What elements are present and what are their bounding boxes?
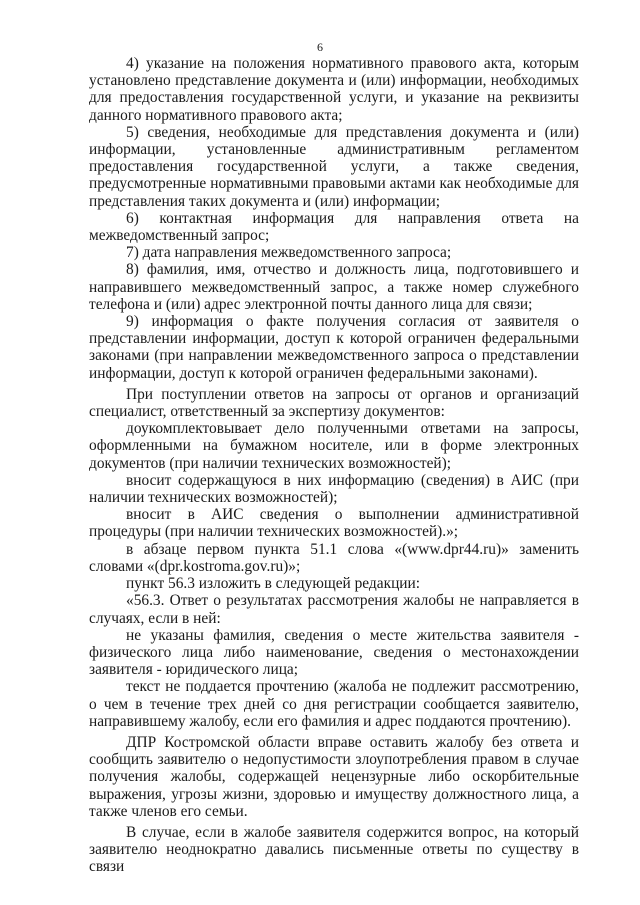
paragraph-item-6: 6) контактная информация для направления ответа на межведомственный запрос;	[89, 209, 579, 245]
paragraph-abusive: ДПР Костромской области вправе оставить жалобу без ответа и сообщить заявителю о недопустимости злоупотребления правом в случае получения жалобы, содержащей нецензурные либо оскорбительные выражения, угрозы жизни, здоровью и имуществу должностного лица, а также членов его семьи.	[89, 733, 579, 820]
paragraph-enter-info: вносит содержащуюся в них информацию (сведения) в АИС (при наличии технических возможностей);	[89, 471, 579, 507]
paragraph-56-3: «56.3. Ответ о результатах рассмотрения жалобы не направляется в случаях, если в ней:	[89, 592, 579, 627]
paragraph-no-name: не указаны фамилия, сведения о месте жительства заявителя - физического лица либо наименование, сведения о местонахождении заявителя - юридического лица;	[89, 626, 579, 679]
paragraph-repeated-question: В случае, если в жалобе заявителя содержится вопрос, на который заявителю неоднократно давались письменные ответы по существу в связи	[89, 823, 579, 876]
paragraph-item-8: 8) фамилия, имя, отчество и должность лица, подготовившего и направившего межведомственный запрос, а также номер служебного телефона и (или) адрес электронной почты данного лица для связи;	[89, 261, 579, 313]
paragraph-item-9: 9) информация о факте получения согласия от заявителя о представлении информации, доступ к которой ограничен федеральными законами (при направлении межведомственного запроса о представлении информации, доступ к которой ограничен федеральными законами).	[89, 313, 579, 382]
document-body	[89, 55, 579, 876]
paragraph-item-4: 4) указание на положения нормативного правового акта, которым установлено представление документа и (или) информации, необходимых для предоставления государственной услуги, и указание на реквизиты данного нормативного правового акта;	[89, 55, 579, 124]
paragraph-item-7: 7) дата направления межведомственного запроса;	[126, 244, 452, 262]
paragraph-illegible: текст не поддается прочтению (жалоба не подлежит рассмотрению, о чем в течение трех дней со дня регистрации сообщается заявителю, направившему жалобу, если его фамилия и адрес поддаются прочтению).	[89, 678, 579, 730]
paragraph-amend-51-1: в абзаце первом пункта 51.1 слова «(www.dpr44.ru)» заменить словами «(dpr.kostroma.gov.ru)»;	[89, 540, 579, 575]
paragraph-amend-56-3: пункт 56.3 изложить в следующей редакции:	[126, 575, 421, 593]
paragraph-responses-intro: При поступлении ответов на запросы от органов и организаций специалист, ответственный за экспертизу документов:	[89, 385, 579, 421]
paragraph-item-5: 5) сведения, необходимые для представления документа и (или) информации, установленные административным регламентом предоставления государственной услуги, а также сведения, предусмотренные нормативными правовыми актами как необходимые для представления таких документа и (или) информации;	[89, 123, 579, 210]
page-number: 6	[317, 40, 323, 54]
paragraph-complete-file: доукомплектовывает дело полученными ответами на запросы, оформленными на бумажном носителе, или в форме электронных документов (при наличии технических возможностей);	[89, 420, 579, 472]
paragraph-enter-procedure: вносит в АИС сведения о выполнении административной процедуры (при наличии технических возможностей).»;	[89, 506, 579, 541]
